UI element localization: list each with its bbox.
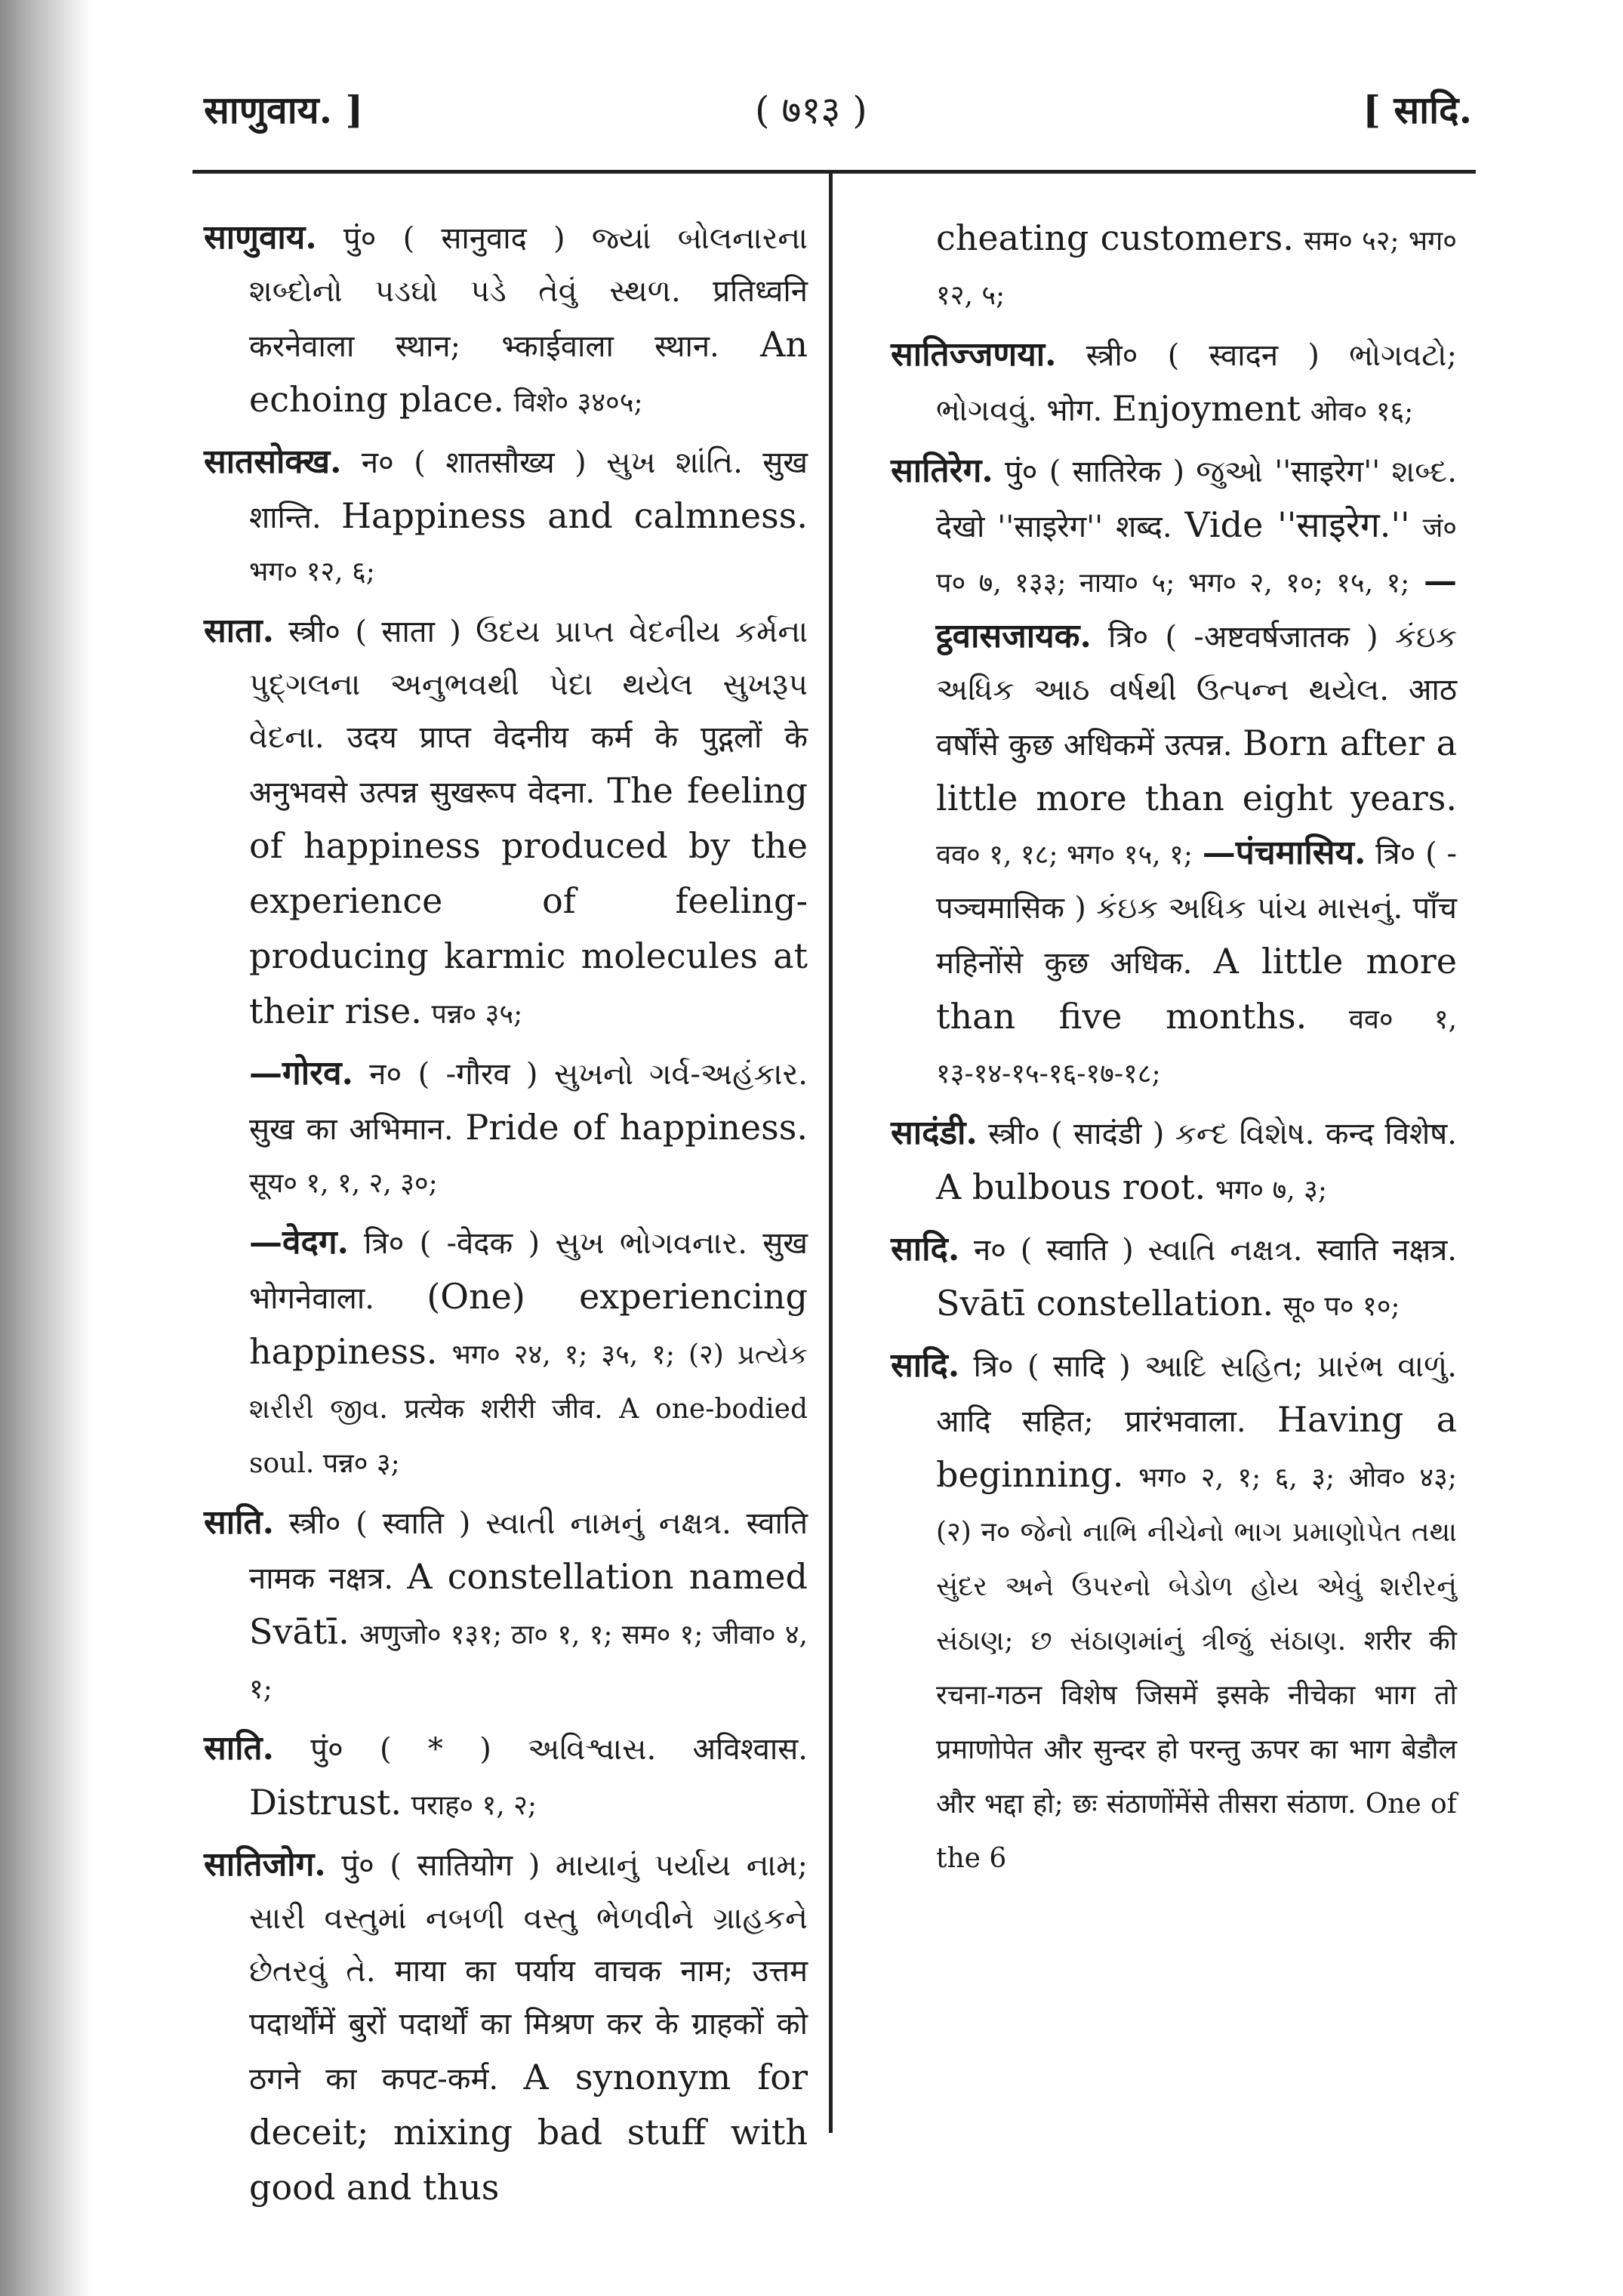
entry-definition: स्त्री० ( सादंडी ) કન્દ વિશેષ. कन्द विशेष. <box>988 1117 1457 1151</box>
entry-definition: स्त्री० ( साता ) ઉદય પ્રાપ્ત વેદનીય કર્મના પુદ્ગલના અનુભવથી પેદા થયેલ સુખરૂપ વેદના. उदय प्राप्त वेदनीय कर्म के पुद्गलों के अनुभवसे उत्पन्न सुखरूप वेदना. <box>249 615 808 810</box>
entry-english: A bulbous root. <box>936 1166 1206 1207</box>
entry-definition: पुं० ( * ) અવિશ્વાસ. अविश्वास. <box>310 1732 808 1767</box>
right-column <box>891 211 1457 1891</box>
entry-references: विशे० ३४०५; <box>513 387 643 418</box>
entry-references: अणुजो० १३१; ठा० १, १; सम० १; जीवा० ४, १; <box>249 1620 808 1705</box>
entry-headword: सातसोक्ख. <box>204 442 342 481</box>
header-rule <box>192 170 1476 174</box>
entry-english: Pride of happiness. <box>465 1107 808 1148</box>
entry-references: भग० १२, ६; <box>249 556 375 587</box>
dictionary-subentry <box>204 1047 808 1210</box>
entry-references: सम० ५२; भग० १२, ५; <box>936 226 1457 311</box>
entry-definition: पुं० ( सातिरेक ) જુઓ ''साइरेग'' શબ્દ. देखो ''साइरेग'' शब्द. <box>936 455 1457 544</box>
entry-english: Having a beginning. <box>936 1399 1457 1495</box>
entry-definition: स्त्री० ( स्वादन ) ભોગવટો; ભોગવવું. भोग. <box>936 338 1457 428</box>
entry-english: A synonym for deceit; mixing bad stuff with good and thus <box>249 2057 808 2208</box>
entry-definition: त्रि० ( -अष्टवर्षजातक ) કંઇક અધિક આઠ વર્ષથી ઉત્પન્ન થયેલ. आठ वर्षोंसे कुछ अधिकमें उत्पन्न. <box>936 620 1458 763</box>
entry-definition: न० ( -गौरव ) સુખનો ગર્વ-અહંકાર. सुख का अभिमान. <box>249 1057 808 1147</box>
column-divider <box>829 170 833 2133</box>
entry-headword: सातिज्जणया. <box>891 335 1057 374</box>
left-column <box>204 211 808 2222</box>
entry-english: cheating customers. <box>936 217 1294 258</box>
dictionary-entry <box>891 328 1457 439</box>
entry-headword: साणुवाय. <box>204 218 317 257</box>
entry-definition: पुं० ( सातियोग ) માયાનું પર્યાય નામ; સારી વસ્તુમાં નબળી વસ્તુ ભેળવીને ગ્રાહકને છેતરવું તે. माया का पर्याय वाचक नाम; उत्तम पदार्थोंमें बुरों पदार्थों का मिश्रण कर के ग्राहकों को ठगने का कपट-कर्म. <box>249 1848 808 2097</box>
dictionary-entry <box>204 211 808 430</box>
entry-references: ओव० १६; <box>1310 396 1414 427</box>
entry-references: जं० प० ७, १३३; नाया० ५; भग० २, १०; १५, १; <box>936 513 1458 599</box>
entry-references: सूय० १, १, २, ३०; <box>249 1168 438 1199</box>
subentry-headword: —ट्ठवासजायक. <box>936 562 1457 655</box>
entry-headword: साति. <box>204 1503 274 1542</box>
entry-english: A little more than five months. <box>936 941 1458 1037</box>
entry-definition: पुं० ( सानुवाद ) જ્યાં બોલનારના શબ્દોનો પડઘો પડે તેવું સ્થળ. प्रतिध्वनि करनेवाला स्थान; भ्काईवाला स्थान. <box>249 221 808 364</box>
dictionary-entry <box>204 1496 808 1716</box>
entry-definition: त्रि० ( सादि ) આદિ સહિત; પ્રારંભ વાળું. आदि सहित; प्रारंभवाला. <box>936 1349 1457 1439</box>
entry-headword: साति. <box>204 1729 274 1767</box>
subentry-headword: —गोरव. <box>249 1054 353 1093</box>
entry-english: An echoing place. <box>249 324 808 420</box>
entry-english: Happiness and calmness. <box>340 495 808 536</box>
dictionary-entry-continuation <box>891 211 1457 322</box>
subentry-headword: —पंचमासिय. <box>1202 834 1366 872</box>
entry-english: Svātī constellation. <box>936 1283 1274 1324</box>
entry-english: Born after a little more than eight years. <box>936 723 1458 818</box>
entry-english: Distrust. <box>249 1782 402 1823</box>
entry-headword: सातिरेग. <box>891 451 993 490</box>
entry-headword: साता. <box>204 612 274 650</box>
dictionary-entry <box>891 1339 1457 1885</box>
entry-references: सू० प० १०; <box>1283 1291 1400 1322</box>
entry-references: पराह० १, २; <box>411 1790 537 1821</box>
dictionary-entry <box>204 1838 808 2216</box>
dictionary-entry <box>891 445 1457 1101</box>
dictionary-entry <box>204 605 808 1041</box>
entry-references: वव० १, १३-१४-१५-१६-१७-१८; <box>936 1004 1458 1089</box>
entry-headword: सातिजोग. <box>204 1845 326 1884</box>
entry-english: Vide ''साइरेग.'' <box>1184 504 1410 545</box>
entry-english: A constellation named Svātī. <box>249 1556 808 1652</box>
entry-references: पन्न० ३५; <box>431 999 523 1030</box>
entry-references: भग० ७, ३; <box>1215 1175 1328 1206</box>
dictionary-subentry <box>204 1216 808 1490</box>
entry-definition: त्रि० ( -पञ्चमासिक ) કંઇક અધિક પાંચ માસનું. पाँच महिनोंसे कुछ अधिक. <box>936 837 1458 981</box>
page-number: ( ७१३ ) <box>755 88 867 132</box>
entry-english: The feeling of happiness produced by the experience of feeling-producing karmic molecules at their rise. <box>249 770 808 1031</box>
entry-headword: सादि. <box>891 1230 960 1268</box>
dictionary-entry <box>204 1722 808 1832</box>
dictionary-entry <box>204 436 808 599</box>
entry-references: वव० १, १८; भग० १५, १; <box>936 840 1193 871</box>
entry-references: भग० २४, १; ३५, १; (२) પ્રત્યેક શરીરી જીવ. प्रत्येक शरीरी जीव. A one-bodied soul. पन्न० ३; <box>249 1339 808 1479</box>
scanned-page-edge <box>0 0 91 2296</box>
entry-headword: सादंडी. <box>891 1114 978 1152</box>
page-header <box>204 83 1472 143</box>
entry-definition: स्त्री० ( स्वाति ) સ્વાતી નામનું નક્ષત્ર. स्वाति नामक नक्षत्र. <box>249 1506 808 1596</box>
subentry-headword: —वेदग. <box>249 1223 349 1262</box>
header-left-guide-word: साणुवाय. ] <box>204 88 364 132</box>
entry-definition: त्रि० ( -वेदक ) સુખ ભોગવનાર. सुख भोगनेवाला. <box>249 1226 808 1316</box>
header-right-guide-word: [ सादि. <box>1363 88 1472 132</box>
entry-english: (One) experiencing happiness. <box>249 1276 808 1372</box>
entry-english: Enjoyment <box>1111 388 1301 429</box>
dictionary-entry <box>891 1107 1457 1217</box>
entry-definition: न० ( शातसौख्य ) સુખ શાંતિ. सुख शान्ति. <box>249 445 808 535</box>
dictionary-entry <box>891 1223 1457 1333</box>
entry-references: भग० २, १; ६, ३; ओव० ४३; (२) न० જેનો નાભિ નીચેનો ભાગ પ્રમાણોપેત તથા સુંદર અને ઉપરનો બેડોળ હોય એવું શરીરનું સંઠાણ; છ સંઠાણમાંનું ત્રીજું સંઠાણ. शरीर की रचना-गठन विशेष जिसमें इसके नीचेका भाग तो प्रमाणोपेत और सुन्दर हो परन्तु ऊपर का भाग बेडौल और भद्दा हो; छः संठाणोंमेंसे तीसरा संठाण. One of the 6 <box>936 1462 1457 1874</box>
entry-headword: सादि. <box>891 1346 960 1385</box>
entry-definition: न० ( स्वाति ) સ્વાતિ નક્ષત્ર. स्वाति नक्षत्र. <box>973 1233 1458 1268</box>
